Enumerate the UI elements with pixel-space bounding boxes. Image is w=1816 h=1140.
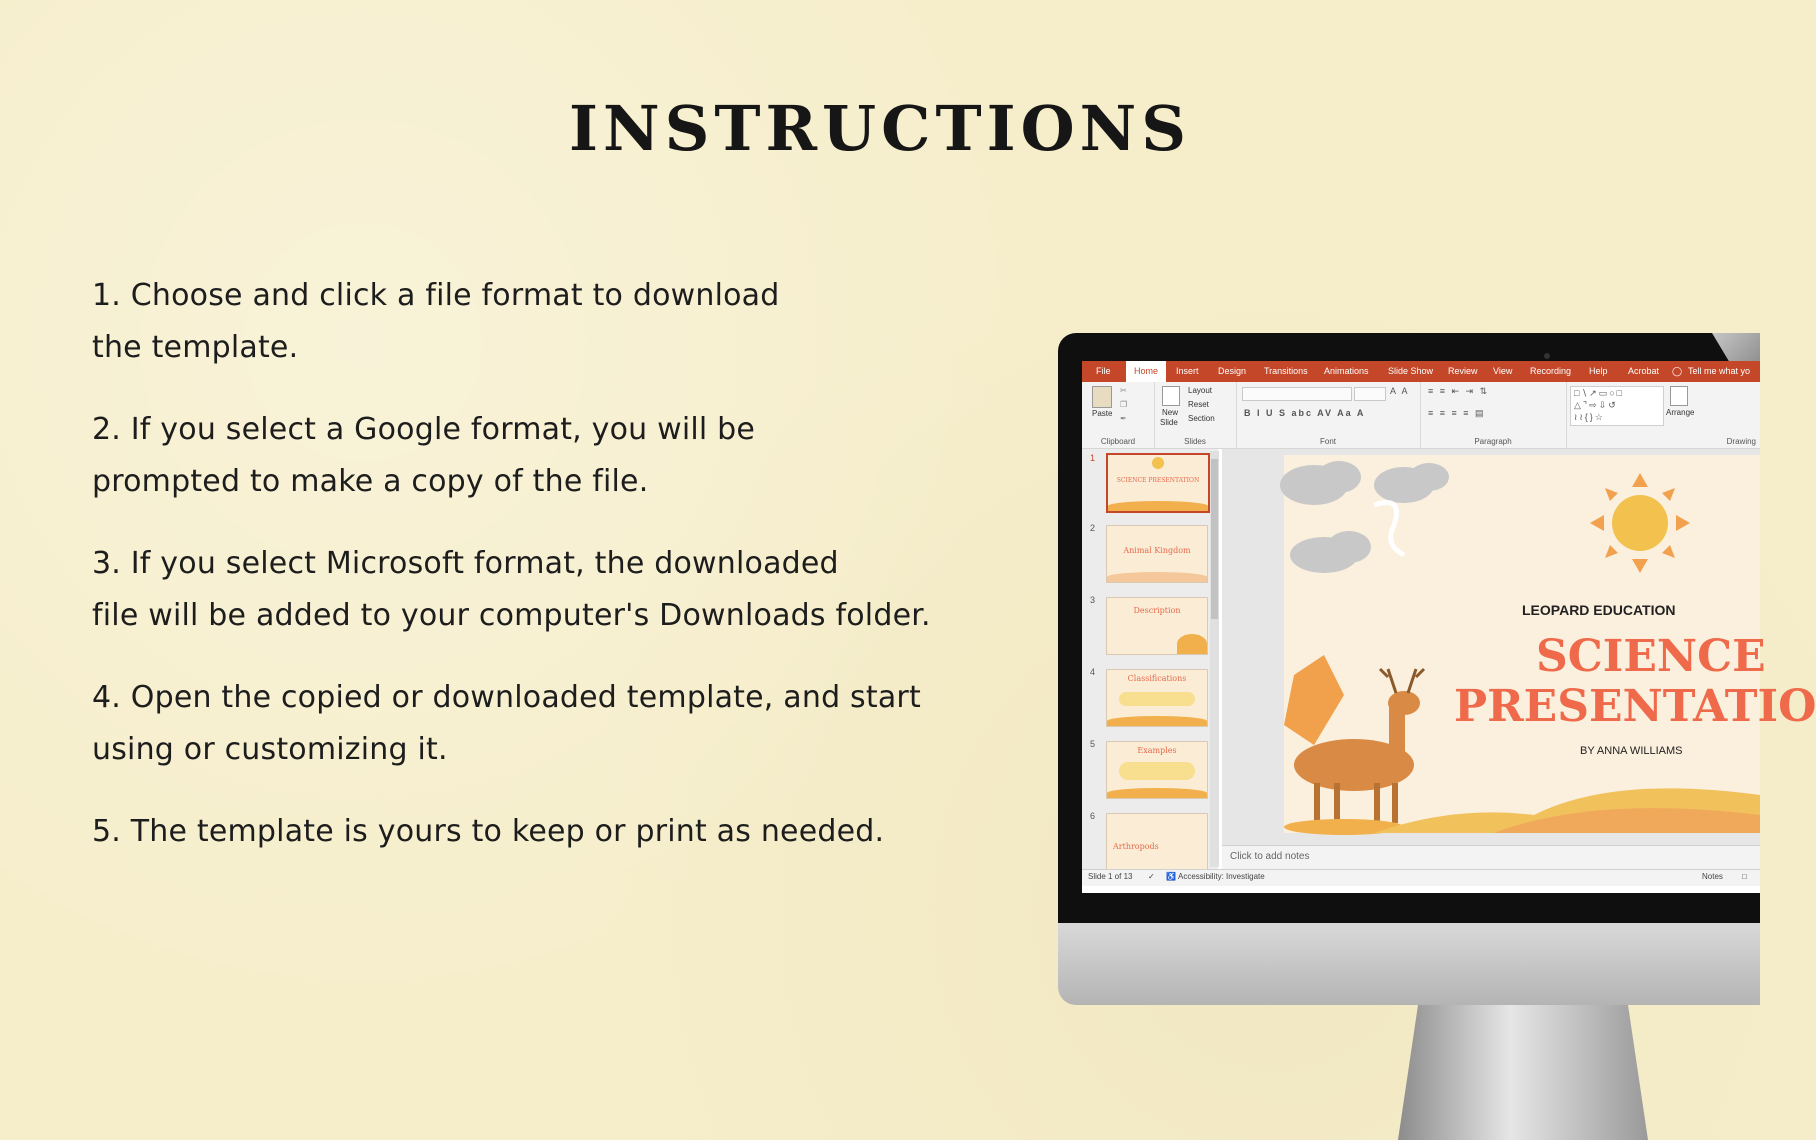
slide-thumbnail-4[interactable]	[1106, 669, 1208, 727]
reset-button[interactable]: Reset	[1188, 400, 1209, 409]
thumb-title: SCIENCE PRESENTATION	[1116, 477, 1200, 484]
instruction-line: 4. Open the copied or downloaded template, and start	[92, 680, 921, 715]
format-painter-icon[interactable]: ✒	[1120, 414, 1127, 423]
thumbnail-scrollbar[interactable]	[1210, 451, 1219, 867]
clipboard-group	[1082, 382, 1155, 448]
tab-review[interactable]: Review	[1448, 366, 1478, 376]
tab-transitions[interactable]: Transitions	[1264, 366, 1308, 376]
tab-home[interactable]: Home	[1126, 361, 1166, 382]
page-title: INSTRUCTIONS	[568, 92, 1192, 165]
thumb-ground	[1177, 634, 1207, 654]
align-buttons[interactable]: ≡ ≡ ≡ ≡ ▤	[1428, 408, 1486, 418]
arrange-label[interactable]: Arrange	[1666, 408, 1695, 417]
thumb-title: Classifications	[1127, 674, 1187, 683]
instruction-line: prompted to make a copy of the file.	[92, 464, 649, 499]
thumb-number: 5	[1090, 739, 1096, 749]
webcam-icon	[1544, 353, 1550, 359]
paste-label[interactable]: Paste	[1092, 409, 1113, 418]
instructions-list	[92, 270, 992, 888]
instruction-line: 5. The template is yours to keep or print as needed.	[92, 814, 885, 849]
thumb-title: Description	[1133, 606, 1181, 615]
slides-group	[1154, 382, 1237, 448]
monitor-bezel	[1058, 333, 1816, 923]
sun-icon	[1590, 473, 1690, 573]
tab-recording[interactable]: Recording	[1530, 366, 1572, 376]
tab-file[interactable]: File	[1096, 366, 1111, 376]
thumb-title: Animal Kingdom	[1123, 546, 1191, 555]
sun-icon	[1152, 457, 1164, 469]
powerpoint-window	[1082, 361, 1816, 893]
slide-thumbnail-pane	[1082, 449, 1218, 869]
instruction-step	[92, 270, 992, 374]
drawing-group	[1566, 382, 1760, 448]
arrange-icon[interactable]	[1670, 386, 1688, 406]
thumb-number: 2	[1090, 523, 1096, 533]
status-bar	[1082, 869, 1760, 886]
clouds-illustration	[1284, 455, 1464, 595]
notes-toggle[interactable]: Notes	[1702, 872, 1723, 881]
current-slide[interactable]	[1284, 455, 1816, 833]
slide-thumbnail-3[interactable]	[1106, 597, 1208, 655]
font-size-select[interactable]	[1354, 387, 1386, 401]
notes-placeholder[interactable]: Click to add notes	[1230, 851, 1310, 862]
instruction-line: using or customizing it.	[92, 732, 448, 767]
instruction-line: 1. Choose and click a file format to download	[92, 278, 780, 313]
thumb-number: 6	[1090, 811, 1096, 821]
tab-insert[interactable]: Insert	[1176, 366, 1199, 376]
accessibility-icon[interactable]: ♿	[1166, 872, 1176, 881]
copy-icon[interactable]: ❐	[1120, 400, 1128, 409]
layout-button[interactable]: Layout	[1188, 386, 1213, 395]
spellcheck-icon[interactable]: ✓	[1148, 872, 1155, 881]
section-button[interactable]: Section	[1188, 414, 1215, 423]
font-group	[1236, 382, 1421, 448]
instruction-line: file will be added to your computer's Downloads folder.	[92, 598, 931, 633]
tell-me-search[interactable]: Tell me what yo	[1688, 366, 1751, 376]
tab-view[interactable]: View	[1493, 366, 1513, 376]
slide-thumbnail-2[interactable]	[1106, 525, 1208, 583]
comments-icon[interactable]: □	[1742, 872, 1747, 881]
new-slide-label[interactable]: New	[1162, 408, 1179, 417]
drawing-group-label: Drawing	[1726, 437, 1756, 446]
thumbnail-scroll-thumb[interactable]	[1211, 459, 1218, 619]
shape-row-icon: □∖↗▭○□	[1574, 388, 1625, 398]
slide-count: Slide 1 of 13	[1088, 872, 1133, 881]
instruction-step	[92, 538, 992, 642]
ribbon-toolbar	[1082, 382, 1760, 449]
slide-thumbnail-5[interactable]	[1106, 741, 1208, 799]
instruction-step	[92, 404, 992, 508]
thumb-number: 4	[1090, 667, 1096, 677]
instruction-step	[92, 672, 992, 776]
paragraph-group	[1420, 382, 1567, 448]
dunes-illustration	[1374, 765, 1760, 833]
ribbon-tabs	[1082, 361, 1760, 382]
slide-title-line-1[interactable]: SCIENCE	[1536, 631, 1766, 682]
thumb-shapes	[1119, 692, 1195, 706]
thumb-title: Examples	[1137, 746, 1177, 755]
slide-author[interactable]: BY ANNA WILLIAMS	[1580, 745, 1683, 757]
notes-pane[interactable]	[1222, 845, 1760, 870]
thumb-number: 3	[1090, 595, 1096, 605]
monitor-corner-highlight	[1700, 333, 1760, 363]
new-slide-icon[interactable]	[1162, 386, 1180, 406]
shapes-gallery[interactable]	[1570, 386, 1664, 426]
instruction-line: the template.	[92, 330, 299, 365]
font-style-buttons[interactable]: B I U S abc AV Aa A	[1244, 408, 1366, 418]
accessibility-status[interactable]: Accessibility: Investigate	[1178, 872, 1265, 881]
tab-acrobat[interactable]: Acrobat	[1628, 366, 1660, 376]
slide-thumbnail-6[interactable]	[1106, 813, 1208, 871]
list-buttons[interactable]: ≡ ≡ ⇤ ⇥ ⇅	[1428, 386, 1490, 396]
new-slide-label-2[interactable]: Slide	[1160, 418, 1178, 427]
slide-thumbnail-1[interactable]	[1106, 453, 1210, 513]
thumb-ground	[1107, 788, 1207, 798]
font-group-label: Font	[1319, 437, 1336, 446]
clipboard-group-label: Clipboard	[1100, 437, 1136, 446]
shape-row-icon: ≀≀{}☆	[1574, 412, 1605, 422]
font-grow-icon[interactable]: A A	[1390, 386, 1410, 396]
instruction-line: 2. If you select a Google format, you will be	[92, 412, 756, 447]
tab-design[interactable]: Design	[1218, 366, 1247, 376]
font-name-select[interactable]	[1242, 387, 1352, 401]
monitor-chin	[1058, 923, 1760, 1005]
thumb-title: Arthropods	[1113, 842, 1159, 851]
slide-editing-area	[1222, 449, 1816, 869]
instruction-step	[92, 806, 992, 858]
monitor-mockup	[1058, 333, 1816, 1140]
thumb-number: 1	[1090, 453, 1096, 463]
thumb-ground	[1108, 501, 1208, 511]
shape-row-icon: △⌝⇨⇩↺	[1574, 400, 1618, 410]
tab-animations[interactable]: Animations	[1324, 366, 1369, 376]
instruction-line: 3. If you select Microsoft format, the downloaded	[92, 546, 839, 581]
thumb-ground	[1107, 716, 1207, 726]
paste-icon[interactable]	[1092, 386, 1112, 408]
slide-organization[interactable]: LEOPARD EDUCATION	[1522, 602, 1676, 618]
paragraph-group-label: Paragraph	[1474, 437, 1512, 446]
monitor-stand	[1398, 1005, 1648, 1140]
slide-title-line-2[interactable]: PRESENTATIO	[1454, 681, 1816, 732]
tab-help[interactable]: Help	[1589, 366, 1608, 376]
slides-group-label: Slides	[1184, 437, 1206, 446]
thumb-ground	[1107, 572, 1207, 582]
tab-slide-show[interactable]: Slide Show	[1388, 366, 1434, 376]
cut-icon[interactable]: ✂	[1120, 386, 1127, 395]
thumb-shapes	[1119, 762, 1195, 780]
lightbulb-icon: ◯	[1672, 366, 1683, 376]
